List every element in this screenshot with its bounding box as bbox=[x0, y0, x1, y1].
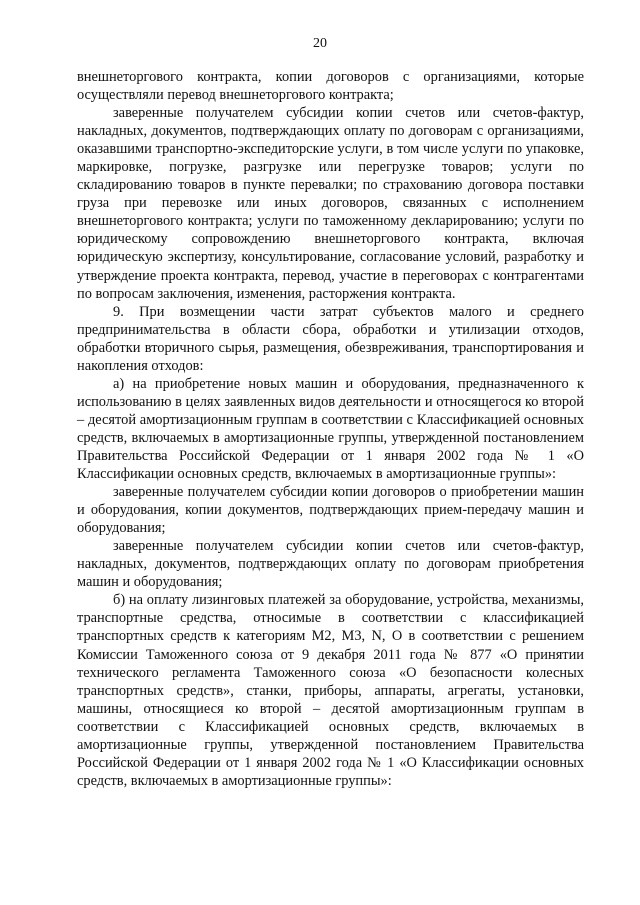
paragraph-forwarding-services-docs: заверенные получателем субсидии копии счетов или счетов-фактур, накладных, документов, подтверждающих оплату по договорам с организациями, оказавшими транспортно-экспедиторские услуги, в том числе услуги по упаковке, маркировке, погрузке, разгрузке или перегрузке товаров; услуги по складированию товаров в пункте перевалки; по страхованию договора поставки груза при перевозке или иных договоров, связанных с исполнением внешнеторгового контракта; услуги по таможенному декларированию; услуги по юридическому сопровождению внешнеторгового контракта, включая юридическую экспертизу, консультирование, согласование условий, разработку и утверждение проекта контракта, перевод, участие в переговорах с контрагентами по вопросам заключения, изменения, расторжения контракта. bbox=[77, 105, 584, 302]
document-body bbox=[77, 68, 584, 790]
paragraph-payment-docs-copies: заверенные получателем субсидии копии счетов или счетов-фактур, накладных, документов, подтверждающих оплату по договорам приобретения машин и оборудования; bbox=[77, 538, 584, 591]
paragraph-item-a-new-machines: а) на приобретение новых машин и оборудования, предназначенного к использованию в целях заявленных видов деятельности и относящегося ко второй – десятой амортизационным группам в соответствии с Классификацией основных средств, включаемых в амортизационные группы, утвержденной постановлением Правительства Российской Федерации от 1 января 2002 года № 1 «О Классификации основных средств, включаемых в амортизационные группы»: bbox=[77, 375, 584, 483]
page-number: 20 bbox=[313, 36, 327, 51]
paragraph-item-9-waste-management: 9. При возмещении части затрат субъектов малого и среднего предпринимательства в области сбора, обработки и утилизации отходов, обработки вторичного сырья, размещения, обезвреживания, транспортирования и накопления отходов: bbox=[77, 303, 584, 374]
paragraph-item-b-leasing-payments: б) на оплату лизинговых платежей за оборудование, устройства, механизмы, транспортные средства, относимые в соответствии с классификацией транспортных средств к категориям М2, М3, N, О в соответствии с решением Комиссии Таможенного союза от 9 декабря 2011 года № 877 «О принятии технического регламента Таможенного союза «О безопасности колесных транспортных средств», станки, приборы, аппараты, агрегаты, установки, машины, относящиеся ко второй – десятой амортизационным группам в соответствии с Классификацией основных средств, включаемых в амортизационные группы, утвержденной постановлением Правительства Российской Федерации от 1 января 2002 года № 1 «О Классификации основных средств, включаемых в амортизационные группы»: bbox=[77, 592, 584, 789]
paragraph-contract-translation-continuation: внешнеторгового контракта, копии договоров с организациями, которые осуществляли перевод внешнеторгового контракта; bbox=[77, 69, 584, 104]
paragraph-purchase-contract-copies: заверенные получателем субсидии копии договоров о приобретении машин и оборудования, копии документов, подтверждающих прием-передачу машин и оборудования; bbox=[77, 484, 584, 537]
